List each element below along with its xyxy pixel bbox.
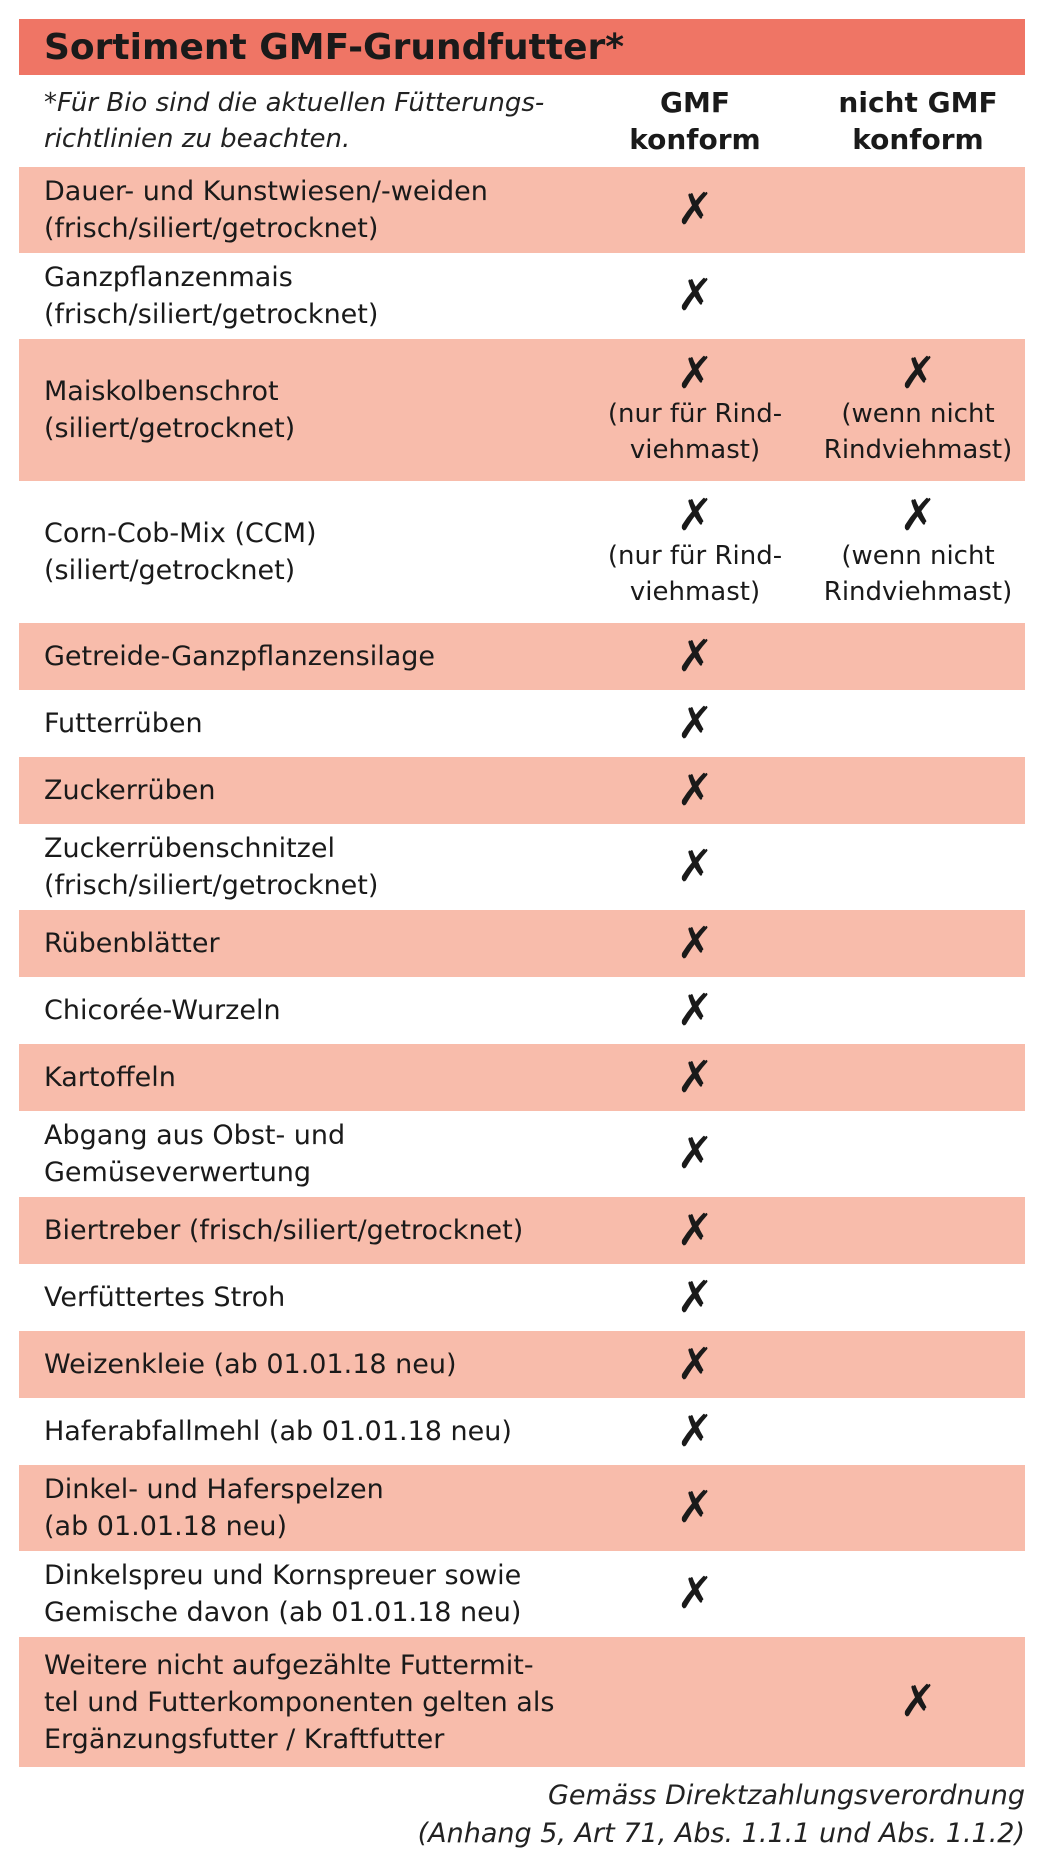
table-row: [19, 1551, 1025, 1637]
cross-mark-icon: ✗: [676, 490, 714, 541]
nicht-gmf-cell: [811, 1676, 1025, 1727]
bio-note: [19, 85, 579, 157]
feed-label-line: Haferabfallmehl (ab 01.01.18 neu): [44, 1416, 512, 1447]
gmf-cell: [579, 1204, 811, 1256]
cross-mark-icon: ✗: [676, 184, 714, 235]
table-row: [19, 757, 1025, 824]
feed-label-line: (frisch/siliert/getrocknet): [44, 213, 379, 244]
cell-note-line: Rindviehmast): [823, 435, 1013, 465]
cross-mark-icon: ✗: [676, 984, 714, 1036]
cross-mark-icon: ✗: [676, 1128, 714, 1179]
feed-label: [19, 830, 579, 904]
column-header-gmf-line-2: konform: [629, 123, 761, 156]
feed-label: [19, 772, 579, 809]
table-row: [19, 1111, 1025, 1197]
table-row: [19, 339, 1025, 481]
gmf-cell: [579, 917, 811, 969]
table-row: [19, 1331, 1025, 1398]
column-header-nicht-gmf-line-1: nicht GMF: [838, 86, 998, 119]
bio-note-line-2: richtlinien zu beachten.: [44, 124, 351, 154]
cross-mark-icon: ✗: [676, 1482, 714, 1533]
feed-label-line: Getreide-Ganzpflanzensilage: [44, 641, 436, 672]
gmf-cell: [579, 1482, 811, 1533]
cross-mark-icon: ✗: [676, 1338, 714, 1390]
feed-label: [19, 925, 579, 962]
feed-label: [19, 373, 579, 447]
gmf-cell: [579, 1051, 811, 1103]
cross-mark-icon: ✗: [676, 630, 714, 682]
cross-mark-icon: ✗: [676, 917, 714, 969]
cell-note-line: Rindviehmast): [823, 577, 1013, 607]
feed-label-line: Verfüttertes Stroh: [44, 1282, 286, 1313]
feed-label-line: Dinkel- und Haferspelzen: [44, 1474, 384, 1505]
nicht-gmf-cell: [811, 490, 1025, 610]
table-title: Sortiment GMF-Grundfutter*: [19, 19, 1025, 75]
table-row: [19, 253, 1025, 339]
gmf-cell: [579, 630, 811, 682]
cross-mark-icon: ✗: [676, 697, 714, 749]
table-row: [19, 824, 1025, 910]
feed-label: [19, 1557, 579, 1631]
gmf-cell: [579, 841, 811, 892]
feed-label-line: tel und Futterkomponenten gelten als: [44, 1686, 555, 1718]
feed-label-line: Corn-Cob-Mix (CCM): [44, 518, 317, 549]
column-header-nicht-gmf: [811, 84, 1025, 158]
feed-label: [19, 638, 579, 675]
gmf-cell: [579, 1405, 811, 1457]
cell-note-line: (nur für Rind-: [607, 541, 783, 571]
gmf-cell: [579, 984, 811, 1036]
feed-label: [19, 515, 579, 589]
feed-label: [19, 1117, 579, 1191]
table-row: [19, 1197, 1025, 1264]
table-row: [19, 1465, 1025, 1551]
table-row: [19, 623, 1025, 690]
gmf-cell: [579, 348, 811, 468]
table-row: [19, 1264, 1025, 1331]
feed-label: [19, 992, 579, 1029]
feed-label-line: Gemische davon (ab 01.01.18 neu): [44, 1597, 522, 1628]
feed-label-line: Ergänzungsfutter / Kraftfutter: [44, 1723, 445, 1755]
table-row: [19, 481, 1025, 623]
gmf-cell: [579, 1128, 811, 1179]
feed-label-line: (ab 01.01.18 neu): [44, 1511, 287, 1542]
table-row: [19, 1398, 1025, 1465]
feed-label-line: Weitere nicht aufgezählte Futtermit-: [44, 1649, 534, 1681]
feed-label: [19, 1413, 579, 1450]
feed-label-line: Futterrüben: [44, 708, 203, 739]
feed-label: [19, 173, 579, 247]
feed-label: [19, 259, 579, 333]
cell-note-line: (wenn nicht: [841, 399, 995, 429]
gmf-cell: [579, 1568, 811, 1619]
cross-mark-icon: ✗: [676, 1405, 714, 1457]
cross-mark-icon: ✗: [676, 764, 714, 816]
feed-label-line: Maiskolbenschrot: [44, 376, 279, 407]
cell-note-line: viehmast): [629, 577, 761, 607]
gmf-cell: [579, 270, 811, 321]
cross-mark-icon: ✗: [676, 1271, 714, 1323]
cell-note-line: (nur für Rind-: [607, 399, 783, 429]
feed-label-line: Ganzpflanzenmais: [44, 262, 293, 293]
feed-label-line: Biertreber (frisch/siliert/getrocknet): [44, 1215, 524, 1246]
feed-label: [19, 1212, 579, 1249]
cross-mark-icon: ✗: [676, 270, 714, 321]
feed-label-line: Chicorée-Wurzeln: [44, 995, 281, 1026]
feed-label: [19, 1471, 579, 1545]
source-line-2: (Anhang 5, Art 71, Abs. 1.1.1 und Abs. 1.1.2): [417, 1818, 1025, 1849]
gmf-cell: [579, 184, 811, 235]
cross-mark-icon: ✗: [899, 1676, 937, 1727]
feed-label-line: Zuckerrübenschnitzel: [44, 833, 335, 864]
table-row: [19, 910, 1025, 977]
feed-label: [19, 1346, 579, 1383]
cross-mark-icon: ✗: [676, 1204, 714, 1256]
feed-table: [19, 19, 1025, 1853]
table-row: [19, 1637, 1025, 1767]
cell-note-line: (wenn nicht: [841, 541, 995, 571]
cell-note-line: viehmast): [629, 435, 761, 465]
cross-mark-icon: ✗: [676, 1568, 714, 1619]
column-header-nicht-gmf-line-2: konform: [852, 123, 984, 156]
source-note: [19, 1777, 1025, 1853]
table-row: [19, 690, 1025, 757]
table-header: [19, 75, 1025, 167]
feed-label-line: Dinkelspreu und Kornspreuer sowie: [44, 1560, 522, 1591]
feed-label-line: Kartoffeln: [44, 1062, 176, 1093]
column-header-gmf: [579, 84, 811, 158]
feed-label: [19, 705, 579, 742]
feed-label-line: (siliert/getrocknet): [44, 555, 296, 586]
gmf-cell: [579, 764, 811, 816]
feed-label-line: (siliert/getrocknet): [44, 413, 296, 444]
source-line-1: Gemäss Direktzahlungsverordnung: [547, 1780, 1025, 1811]
feed-label: [19, 1647, 579, 1758]
feed-label: [19, 1059, 579, 1096]
column-header-gmf-line-1: GMF: [660, 86, 730, 119]
feed-label-line: (frisch/siliert/getrocknet): [44, 870, 379, 901]
gmf-cell: [579, 697, 811, 749]
cross-mark-icon: ✗: [676, 841, 714, 892]
feed-label-line: Zuckerrüben: [44, 775, 216, 806]
cross-mark-icon: ✗: [676, 1051, 714, 1103]
cross-mark-icon: ✗: [899, 348, 937, 399]
gmf-cell: [579, 1338, 811, 1390]
gmf-cell: [579, 1271, 811, 1323]
feed-label-line: Weizenkleie (ab 01.01.18 neu): [44, 1349, 457, 1380]
feed-label: [19, 1279, 579, 1316]
table-body: [19, 167, 1025, 1767]
table-row: [19, 167, 1025, 253]
cross-mark-icon: ✗: [899, 490, 937, 541]
cross-mark-icon: ✗: [676, 348, 714, 399]
feed-label-line: Rübenblätter: [44, 928, 220, 959]
gmf-cell: [579, 490, 811, 610]
bio-note-line-1: *Für Bio sind die aktuellen Fütterungs-: [44, 88, 545, 118]
table-row: [19, 1044, 1025, 1111]
feed-label-line: Dauer- und Kunstwiesen/-weiden: [44, 176, 488, 207]
nicht-gmf-cell: [811, 348, 1025, 468]
feed-label-line: Abgang aus Obst- und: [44, 1120, 346, 1151]
feed-label-line: Gemüseverwertung: [44, 1157, 312, 1188]
table-row: [19, 977, 1025, 1044]
feed-label-line: (frisch/siliert/getrocknet): [44, 299, 379, 330]
